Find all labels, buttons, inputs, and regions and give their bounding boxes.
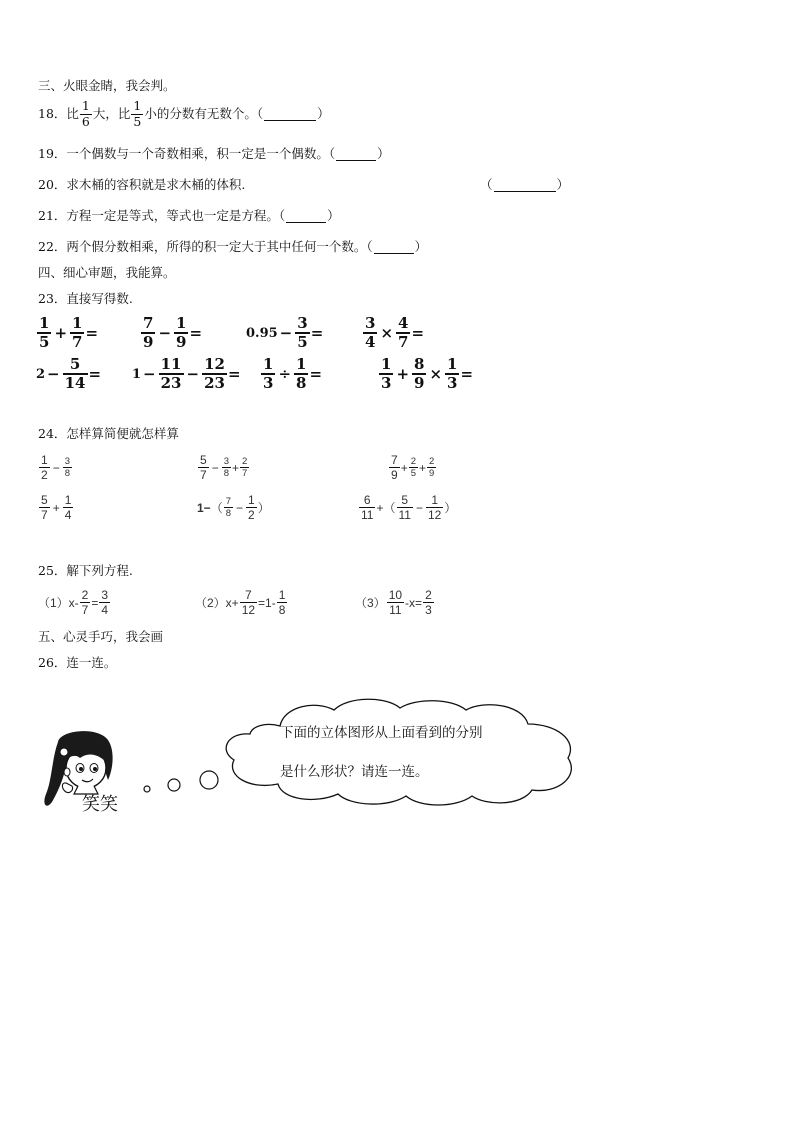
q23-item-d: $\frac{3}{4}$ × $\frac{4}{7}$ = <box>365 314 425 351</box>
q24-item-d: $\frac{5}{7}$ + $\frac{1}{4}$ <box>41 493 72 522</box>
q23-item-c: 0.95 − $\frac{3}{5}$ = <box>246 314 324 351</box>
question-25-title: 25．解下列方程. <box>38 563 133 578</box>
q23-item-b: $\frac{7}{9}$ − $\frac{1}{9}$ = <box>143 314 203 351</box>
q20-answer-blank[interactable] <box>494 179 556 192</box>
girl-illustration <box>38 728 148 820</box>
section-4-title: 四、细心审题，我能算。 <box>38 265 176 280</box>
girl-name-label: 笑笑 <box>82 794 118 815</box>
question-18: 18． 比 $\frac{1}{6}$ 大，比 $\frac{1}{5}$ 小的分数有无数个。（ ） <box>38 98 330 129</box>
question-26-title: 26．连一连。 <box>38 655 117 670</box>
q25-equation-1: （1）x- $\frac{2}{7}$ = $\frac{3}{4}$ <box>38 588 109 617</box>
question-24-title: 24．怎样算简便就怎样算 <box>38 426 179 441</box>
question-21: 21．方程一定是等式，等式也一定是方程。（ ） <box>38 208 340 224</box>
q18-text-3: 小的分数有无数个。（ <box>144 105 264 121</box>
cloud-text-line-1: 下面的立体图形从上面看到的分别 <box>280 725 483 741</box>
q21-answer-blank[interactable] <box>286 210 326 223</box>
section-5-title: 五、心灵手巧，我会画 <box>38 629 164 644</box>
q25-equation-3: （3） $\frac{10}{11}$ -x= $\frac{2}{3}$ <box>355 588 432 617</box>
q23-item-g: $\frac{1}{3}$ ÷ $\frac{1}{8}$ = <box>263 355 323 392</box>
q20-text: 20．求木桶的容积就是求木桶的体积. <box>38 177 246 192</box>
q22-text: 22．两个假分数相乘，所得的积一定大于其中任何一个数。（ <box>38 239 373 255</box>
question-19: 19．一个偶数与一个奇数相乘，积一定是一个偶数。（ ） <box>38 146 390 162</box>
thought-bubbles <box>138 765 222 797</box>
q20-answer: （ ） <box>480 177 570 193</box>
q24-item-c: $\frac{7}{9}$ + $\frac{2}{5}$ + $\frac{2}{9}$ <box>391 453 435 482</box>
q23-item-e: 2 − $\frac{5}{14}$ = <box>36 355 102 392</box>
q19-text: 19．一个偶数与一个奇数相乘，积一定是一个偶数。（ <box>38 146 336 162</box>
q25-equation-2: （2）x+ $\frac{7}{12}$ =1- $\frac{1}{8}$ <box>195 588 286 617</box>
q18-text-2: 大，比 <box>92 105 131 121</box>
question-20 <box>38 179 245 192</box>
q23-item-f: 1 − $\frac{11}{23}$ − $\frac{12}{23}$ = <box>132 355 241 392</box>
question-23-title: 23．直接写得数. <box>38 291 133 306</box>
section-3-title: 三、火眼金睛，我会判。 <box>38 78 176 93</box>
q21-text: 21．方程一定是等式，等式也一定是方程。（ <box>38 208 286 224</box>
q24-item-a: $\frac{1}{2}$ − $\frac{3}{8}$ <box>41 453 70 482</box>
question-22: 22．两个假分数相乘，所得的积一定大于其中任何一个数。（ ） <box>38 239 428 255</box>
q22-answer-blank[interactable] <box>374 241 414 254</box>
q18-fraction-2: $\frac{1}{5}$ <box>133 98 142 129</box>
q18-fraction-1: $\frac{1}{6}$ <box>81 98 90 129</box>
q23-item-h: $\frac{1}{3}$ + $\frac{8}{9}$ × $\frac{1}{3}$ = <box>381 355 474 392</box>
cloud-text-line-2: 是什么形状？请连一连。 <box>280 764 429 780</box>
q18-text-1: 比 <box>66 105 79 121</box>
q24-item-f: $\frac{6}{11}$ + （ $\frac{5}{11}$ − $\frac{1}{12}$ ） <box>361 493 457 522</box>
q23-item-a: $\frac{1}{5}$ + $\frac{1}{7}$ = <box>39 314 99 351</box>
q19-answer-blank[interactable] <box>336 148 376 161</box>
q18-number: 18． <box>38 105 67 121</box>
q24-item-e: 1− （ $\frac{7}{8}$ − $\frac{1}{2}$ ） <box>197 493 270 522</box>
q18-answer-blank[interactable] <box>264 108 316 121</box>
q24-item-b: $\frac{5}{7}$ − $\frac{3}{8}$ + $\frac{2}{7}$ <box>200 453 248 482</box>
thought-cloud <box>216 696 582 808</box>
